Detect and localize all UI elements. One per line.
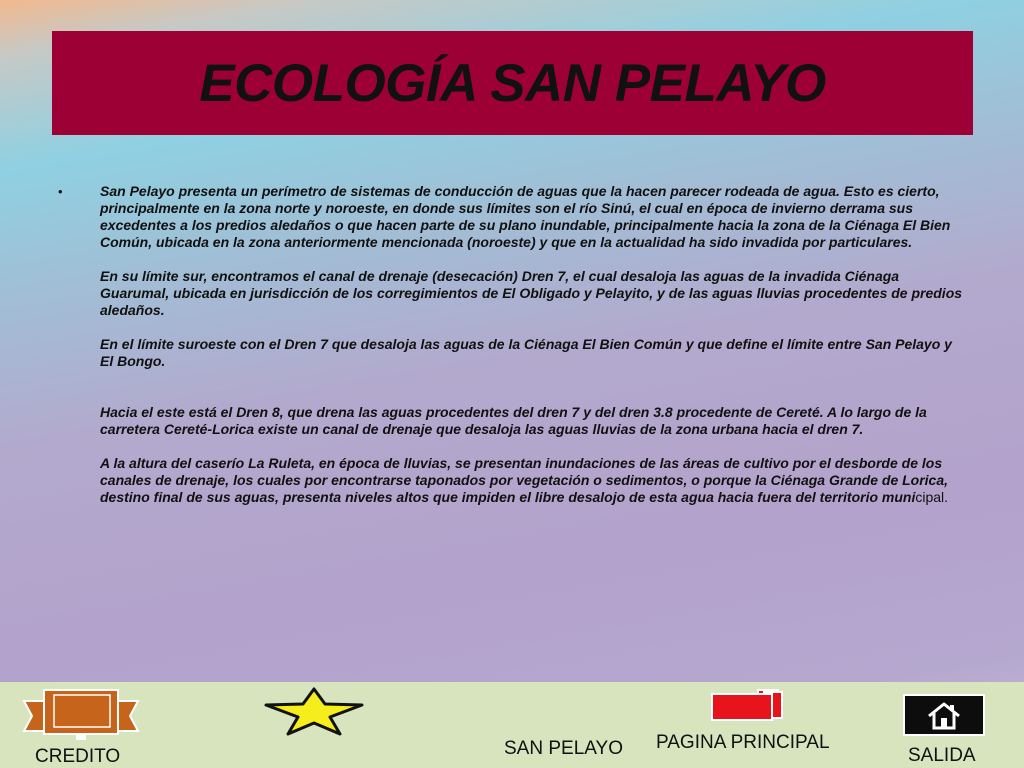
bullet-item bbox=[58, 183, 963, 523]
pagina-principal-label[interactable]: PAGINA PRINCIPAL bbox=[656, 732, 830, 753]
red-cards-icon[interactable] bbox=[710, 688, 784, 722]
title-banner bbox=[52, 31, 973, 135]
home-icon[interactable] bbox=[926, 701, 962, 731]
star-icon[interactable] bbox=[262, 686, 366, 736]
credito-label[interactable]: CREDITO bbox=[35, 746, 121, 767]
paragraph-2: En su límite sur, encontramos el canal de drenaje (desecación) Dren 7, el cual desaloja las aguas de la invadida Ciénaga Guarumal, ubicada en jurisdicción de los corregimientos de El Obligado y Pelayito, y de las aguas lluvias procedentes de predios aledaños. bbox=[100, 268, 963, 318]
paragraph-5-text: A la altura del caserío La Ruleta, en época de lluvias, se presentan inundaciones de las áreas de cultivo por el desborde de los canales de drenaje, los cuales por encontrarse taponados por vegetación o sedimentos, o porque la Ciénaga Grande de Lorica, destino final de sus aguas, presenta niveles altos que impiden el libre desalojo de esta agua hacia fuera del territorio muni bbox=[100, 455, 949, 505]
bullet-text bbox=[100, 183, 963, 523]
san-pelayo-label[interactable]: SAN PELAYO bbox=[504, 738, 623, 759]
salida-home-button[interactable] bbox=[903, 694, 985, 736]
paragraph-3: En el límite suroeste con el Dren 7 que desaloja las aguas de la Ciénaga El Bien Común y que define el límite entre San Pelayo y El Bongo. bbox=[100, 336, 952, 369]
paragraph-1: San Pelayo presenta un perímetro de sistemas de conducción de aguas que la hacen parecer rodeada de agua. Esto es cierto, principalmente en la zona norte y noroeste, en donde sus límites son el río Sinú, el cual en época de invierno derrama sus excedentes a los predios aledaños o que hacen parte de su plano inundable, principalmente hacia la zona de la Ciénaga El Bien Común, ubicada en la zona anteriormente mencionada (noroeste) y que en la actualidad ha sido invadida por particulares. bbox=[100, 183, 951, 250]
credito-button[interactable] bbox=[0, 682, 150, 768]
paragraph-5 bbox=[100, 455, 963, 506]
nav-footer bbox=[0, 682, 1024, 768]
monitor-ribbon-icon[interactable] bbox=[22, 687, 140, 741]
slide-title: ECOLOGÍA SAN PELAYO bbox=[199, 53, 826, 113]
slide-body bbox=[58, 183, 963, 523]
san-pelayo-button[interactable] bbox=[240, 682, 623, 768]
salida-label[interactable]: SALIDA bbox=[908, 745, 976, 766]
paragraph-5-suffix: cipal. bbox=[915, 489, 949, 505]
bullet-marker: • bbox=[58, 184, 63, 199]
paragraph-4: Hacia el este está el Dren 8, que drena las aguas procedentes del dren 7 y del dren 3.8 procedente de Cereté. A lo largo de la carretera Cereté-Lorica existe un canal de drenaje que desaloja las aguas lluvias de la zona urbana hacia el dren 7. bbox=[100, 404, 927, 437]
